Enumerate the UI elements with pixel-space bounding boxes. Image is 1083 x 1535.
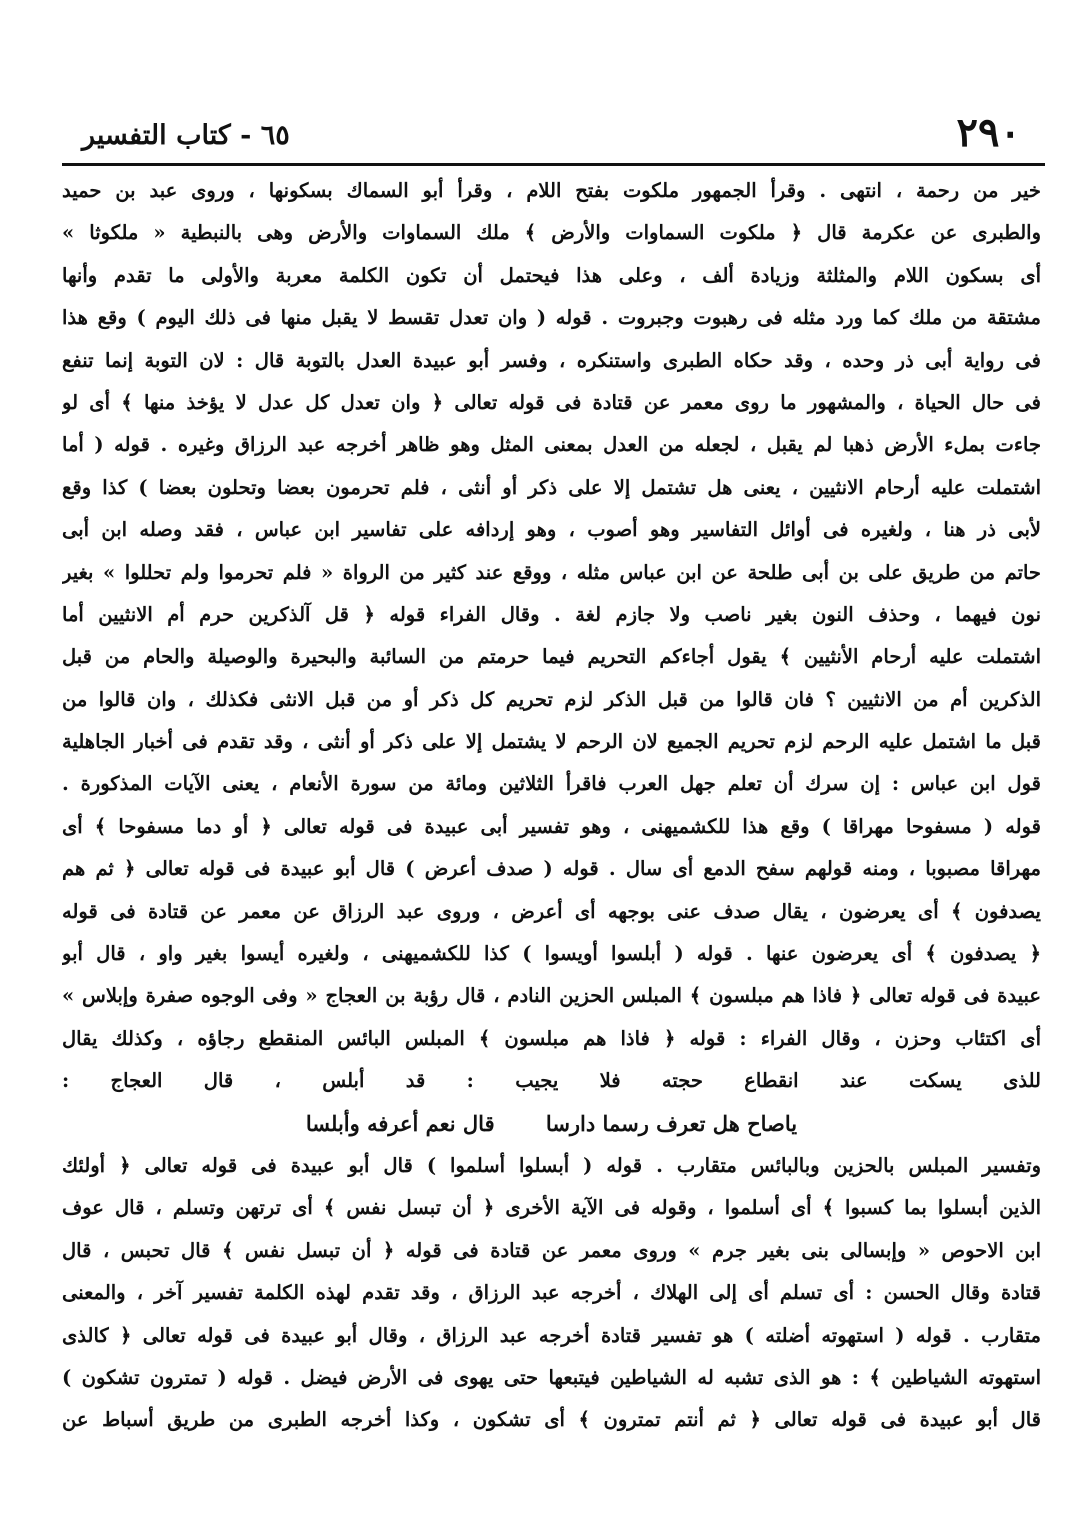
text-line: قبل ما اشتمل عليه الرحم لزم تحريم الجميع لان الرحم لا يشتمل إلا على ذكر أو أنثى ، وقد تقدم فى أخبار الجاهلية (62, 730, 1041, 754)
text-line: قال أبو عبيدة فى قوله تعالى ﴿ ثم أنتم تمترون ﴾ أى تشكون ، وكذا أخرجه الطبرى من طريق أسباط عن (62, 1408, 1041, 1432)
text-line: استهوته الشياطين ﴾ : هو الذى تشبه له الشياطين فيتبعها حتى يهوى فى الأرض فيضل . قوله ( تمترون تشكون ) (62, 1365, 1041, 1389)
text-line: ابن الاحوص « وإبسالى بنى بغير جرم » وروى معمر عن قتادة فى قوله ﴿ أن تبسل نفس ﴾ قال تحبس ، قال (62, 1238, 1041, 1262)
text-line: للذى يسكت عند انقطاع حجته فلا يجيب : قد أبلس ، قال العجاج : (62, 1069, 1041, 1093)
verse-first-hemistich: ياصاح هل تعرف رسما دارسا (545, 1110, 798, 1136)
text-line: الذكرين أم من الانثيين ؟ فان قالوا من قبل الذكر لزم تحريم كل ذكر أو من قبل الانثى فكذلك ، وان قالوا من (62, 687, 1041, 711)
text-line: يصدفون ﴾ أى يعرضون ، يقال صدف عنى بوجهه أى أعرض ، وروى عبد الرزاق عن معمر عن قتادة فى قوله (62, 899, 1041, 923)
text-line: عبيدة فى قوله تعالى ﴿ فاذا هم مبلسون ﴾ المبلس الحزين النادم ، قال رؤبة بن العجاج « وفى الوجوه صفرة وإبلاس » (62, 984, 1041, 1008)
commentary-text (62, 170, 1041, 1442)
running-head: ٦٥ - كتاب التفسير (82, 120, 290, 151)
poetry-verse (62, 1103, 1041, 1145)
page-number: ٢٩٠ (956, 109, 1021, 156)
text-line: قوله ( مسفوحا مهراقا ) وقع هذا للكشميهنى ، وهو تفسير أبى عبيدة فى قوله تعالى ﴿ أو دما مسفوحا ﴾ أى (62, 814, 1041, 838)
text-line: متقارب . قوله ( استهوته أضلته ) هو تفسير قتادة أخرجه عبد الرزاق ، وقال أبو عبيدة فى قوله تعالى ﴿ كالذى (62, 1323, 1041, 1347)
text-line: جاءت بملء الأرض ذهبا لم يقبل ، لجعله من العدل بمعنى المثل وهو ظاهر أخرجه عبد الرزاق وغيره . قوله ( أما (62, 433, 1041, 457)
text-line: أى بسكون اللام والمثلثة وزيادة ألف ، وعلى هذا فيحتمل أن تكون الكلمة معربة والأولى ما تقدم وأنها (62, 263, 1041, 287)
header-rule (62, 163, 1045, 166)
text-line: أى اكتئاب وحزن ، وقال الفراء : قوله ﴿ فاذا هم مبلسون ﴾ المبلس البائس المنقطع رجاؤه ، وكذلك يقال (62, 1026, 1041, 1050)
text-line: وتفسير المبلس بالحزين وبالبائس متقارب . قوله ( أبسلوا أسلموا ) قال أبو عبيدة فى قوله تعالى ﴿ أولئك (62, 1153, 1041, 1177)
text-line: خير من رحمة ، انتهى . وقرأ الجمهور ملكوت بفتح اللام ، وقرأ أبو السماك بسكونها ، وروى عبد بن حميد (62, 179, 1041, 202)
text-line: اشتملت عليه أرحام الانثيين ، يعنى هل تشتمل إلا على ذكر أو أنثى ، فلم تحرمون بعضا وتحلون بعضا ) كذا وقع (62, 475, 1041, 499)
text-line: مهراقا مصبوبا ، ومنه قولهم سفح الدمع أى سال . قوله ( صدف أعرض ) قال أبو عبيدة فى قوله تعالى ﴿ ثم هم (62, 857, 1041, 881)
text-line: قتادة وقال الحسن : أى تسلم أى إلى الهلاك ، أخرجه عبد الرزاق ، وقد تقدم لهذه الكلمة تفسير آخر ، والمعنى (62, 1281, 1041, 1305)
verse-second-hemistich: قال نعم أعرفه وأبلسا (305, 1110, 495, 1136)
text-line: حاتم من طريق على بن أبى طلحة عن ابن عباس مثله ، ووقع عند كثير من الرواة « فلم تحرموا ولم تحللوا » بغير (62, 560, 1041, 584)
page-header (60, 108, 1023, 158)
text-line: الذين أبسلوا بما كسبوا ﴾ أى أسلموا ، وقوله فى الآية الأخرى ﴿ أن تبسل نفس ﴾ أى ترتهن وتسلم ، قال عوف (62, 1196, 1041, 1220)
text-line: فى حال الحياة ، والمشهور ما روى معمر عن قتادة فى قوله تعالى ﴿ وان تعدل كل عدل لا يؤخذ منها ﴾ أى لو (62, 390, 1041, 414)
text-line: والطبرى عن عكرمة قال ﴿ ملكوت السماوات والأرض ﴾ ملك السماوات والأرض وهى بالنبطية « ملكوثا » (62, 221, 1041, 245)
text-line: لأبى ذر هنا ، ولغيره فى أوائل التفاسير وهو أصوب ، وهو إردافه على تفاسير ابن عباس ، فقد وصله ابن أبى (62, 518, 1041, 542)
text-line: اشتملت عليه أرحام الأنثيين ﴾ يقول أجاءكم التحريم فيما حرمتم من السائبة والبحيرة والوصيلة والحام من قبل (62, 645, 1041, 669)
text-line: نون فيهما ، وحذف النون بغير ناصب ولا جازم لغة . وقال الفراء قوله ﴿ قل آلذكرين حرم أم الانثيين أما (62, 602, 1041, 626)
text-line: فى رواية أبى ذر وحده ، وقد حكاه الطبرى واستنكره ، وفسر أبو عبيدة العدل بالتوبة قال : لان التوبة إنما تنفع (62, 348, 1041, 372)
text-line: مشتقة من ملك كما ورد مثله فى رهبوت وجبروت . قوله ( وان تعدل تقسط لا يقبل منها فى ذلك اليوم ) وقع هذا (62, 306, 1041, 330)
text-line: قول ابن عباس : إن سرك أن تعلم جهل العرب فاقرأ الثلاثين ومائة من سورة الأنعام ، يعنى الآيات المذكورة . (62, 772, 1041, 796)
text-line: ﴿ يصدفون ﴾ أى يعرضون عنها . قوله ( أبلسوا أويسوا ) كذا للكشميهنى ، ولغيره أيسوا بغير واو ، قال أبو (62, 942, 1041, 966)
